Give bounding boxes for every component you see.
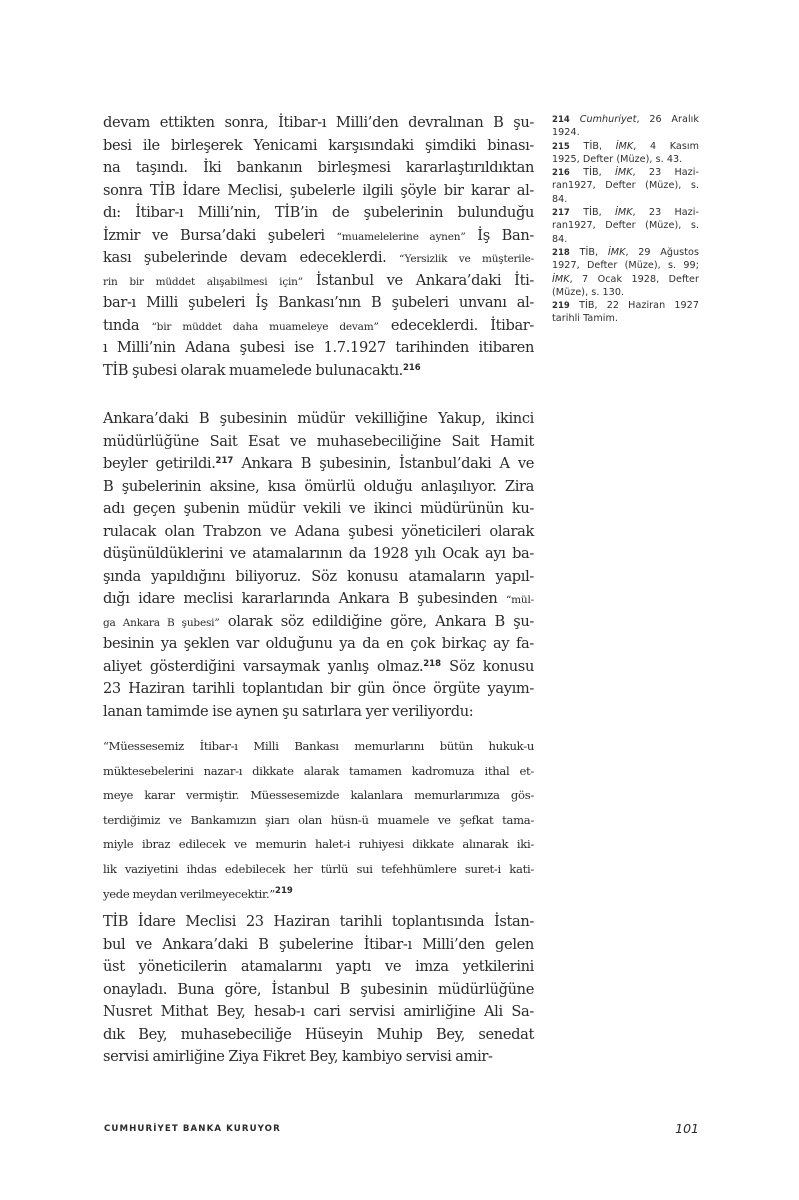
text-line: dık Bey, muhasebeciliğe Hüseyin Muhip Bey, senedat — [103, 1025, 534, 1043]
source-title: İMK — [614, 207, 633, 219]
text-line: üst yöneticilerin atamalarını yaptı ve imza yetkilerini — [103, 958, 534, 975]
footnote-line — [552, 179, 699, 192]
text-line — [103, 588, 534, 611]
source-title: İMK — [607, 246, 626, 258]
text-line — [103, 360, 534, 383]
text-line: ı Milli’nin Adana şubesi ise 1.7.1927 tarihinden itibaren — [103, 339, 534, 356]
text-line — [103, 225, 534, 248]
text-span: edeceklerdi. İtibar- — [378, 316, 535, 334]
text-line: besi ile birleşerek Yenicami karşısındaki şimdiki binası- — [103, 136, 534, 154]
text-line — [103, 882, 534, 907]
footnote-text: 84. — [552, 233, 568, 245]
footnote-line — [552, 286, 699, 299]
footnote-text: 1925, Defter (Müze), s. 43. — [552, 153, 683, 165]
footnote-number: 216 — [552, 168, 570, 179]
footnote-line — [552, 113, 699, 126]
source-title: Cumhuriyet — [579, 114, 637, 125]
footnote-number: 215 — [552, 141, 570, 152]
text-span: yede meydan verilmeyecektir.” — [103, 886, 276, 901]
text-line: meye karar vermiştir. Müessesemizde kalanlara memurlarımıza gös- — [103, 788, 534, 803]
text-line: müktesebelerini nazar-ı dikkate alarak tamamen kadromuza ithal et- — [103, 763, 534, 778]
text-line: rulacak olan Trabzon ve Adana şubesi yöneticileri olarak — [103, 522, 534, 540]
footnote-line — [552, 259, 699, 272]
text-line: lik vaziyetini ihdas edebilecek her türlü sui tefehhümlere suret-i kati- — [103, 861, 534, 876]
inline-quotation: “bir müddet daha muameleye devam” — [151, 320, 379, 333]
source-title: İMK — [552, 273, 570, 285]
footnote-line — [552, 166, 699, 179]
text-line: 23 Haziran tarihli toplantıdan bir gün önce örgüte yayım- — [103, 680, 534, 697]
footnote-line — [552, 299, 699, 312]
text-line — [103, 270, 534, 293]
footnote-line — [552, 219, 699, 232]
text-line: müdürlüğüne Sait Esat ve muhasebeciliğine Sait Hamit — [103, 432, 534, 450]
text-span: tında — [103, 316, 152, 334]
footnote-reference: 217 — [215, 456, 234, 466]
footnote-text: , 26 Aralık — [636, 114, 699, 125]
block-quote — [103, 734, 534, 906]
footnote-line — [552, 206, 699, 219]
text-line: na taşındı. İki bankanın birleşmesi kararlaştırıldıktan — [103, 159, 534, 176]
paragraph-2 — [103, 408, 534, 723]
footnote-line — [552, 193, 699, 206]
inline-quotation: “Yersizlik ve müşterile- — [399, 253, 534, 265]
footnote-reference: 216 — [402, 362, 421, 373]
footnote — [552, 113, 699, 140]
text-line: B şubelerinin aksine, kısa ömürlü olduğu anlaşılıyor. Zira — [103, 477, 534, 495]
text-line — [103, 315, 534, 338]
text-span: TİB şubesi olarak muamelede bulunacaktı. — [103, 361, 403, 379]
text-span: olarak söz edildiğine göre, Ankara B şu- — [219, 612, 535, 630]
footnote — [552, 140, 699, 167]
text-line — [103, 656, 534, 679]
footnote-text: 84. — [552, 193, 568, 205]
text-line: dı: İtibar-ı Milli’nin, TİB’in de şubelerinin bulunduğu — [103, 204, 534, 221]
text-span: Ankara B şubesinin, İstanbul’daki A ve — [233, 455, 534, 472]
text-line: bul ve Ankara’daki B şubelerine İtibar-ı Milli’den gelen — [103, 935, 534, 953]
text-line: Ankara’daki B şubesinin müdür vekilliğine Yakup, ikinci — [103, 410, 534, 427]
text-line — [103, 247, 534, 270]
footnote — [552, 299, 699, 326]
text-line — [103, 453, 534, 476]
page-number: 101 — [675, 1121, 699, 1136]
text-span: İş Ban- — [465, 226, 534, 244]
footnote-text: TİB, 22 Haziran 1927 — [579, 300, 699, 312]
footnote-text: , 23 Hazi- — [632, 167, 699, 179]
footnote-text: , 7 Ocak 1928, Defter — [569, 273, 699, 285]
text-line: lanan tamimde ise aynen şu satırlara yer veriliyordu: — [103, 702, 474, 720]
text-line: bar-ı Milli şubeleri İş Bankası’nın B şubeleri unvanı al- — [103, 294, 534, 311]
text-line: şında yapıldığını biliyoruz. Söz konusu atamaların yapıl- — [103, 567, 534, 585]
inline-quotation: ga Ankara B şubesi” — [103, 616, 220, 629]
text-line: TİB İdare Meclisi 23 Haziran tarihli toplantısında İstan- — [103, 913, 534, 930]
footnote-text: , 23 Hazi- — [632, 207, 699, 219]
footnote-text: 1924. — [552, 127, 580, 139]
paragraph-3 — [103, 911, 534, 1069]
text-line: sonra TİB İdare Meclisi, şubelerle ilgili şöyle bir karar al- — [103, 181, 534, 199]
footnote-text: TİB, — [579, 246, 608, 258]
footnote-text: ran1927, Defter (Müze), s. — [552, 220, 699, 232]
text-span: beyler getirildi. — [103, 455, 216, 472]
running-title: CUMHURİYET BANKA KURUYOR — [104, 1124, 281, 1134]
source-title: İMK — [615, 140, 634, 152]
footnote-number: 219 — [552, 301, 570, 312]
footnote-text: (Müze), s. 130. — [552, 286, 625, 298]
footnote-text: ran1927, Defter (Müze), s. — [552, 180, 699, 192]
text-line — [103, 611, 534, 634]
text-span: dığı idare meclisi kararlarında Ankara B şubesinden — [103, 590, 506, 607]
text-line: “Müessesemiz İtibar-ı Milli Bankası memurlarını bütün hukuk-u — [103, 739, 534, 753]
footnote — [552, 206, 699, 246]
footnote-text: , 29 Ağustos — [625, 246, 699, 258]
text-line: düşünüldüklerini ve atamalarının da 1928 yılı Ocak ayı ba- — [103, 545, 534, 562]
text-line: adı geçen şubenin müdür vekili ve ikinci müdürünün ku- — [103, 500, 534, 517]
text-span: aliyet gösterdiğini varsaymak yanlış olmaz. — [103, 657, 424, 675]
footnote-line — [552, 153, 699, 166]
footnote-number: 217 — [552, 208, 570, 219]
footnote — [552, 166, 699, 206]
text-line: servisi amirliğine Ziya Fikret Bey, kambiyo servisi amir- — [103, 1048, 493, 1065]
footnote-text: TİB, — [583, 140, 616, 152]
footnotes-column — [552, 113, 699, 326]
footnote-number: 218 — [552, 247, 570, 258]
footnote-line — [552, 312, 699, 325]
footnote-text: , 4 Kasım — [633, 140, 699, 152]
text-line: Nusret Mithat Bey, hesab-ı cari servisi amirliğine Ali Sa- — [103, 1003, 534, 1020]
footnote — [552, 246, 699, 299]
text-line: onayladı. Buna göre, İstanbul B şubesinin müdürlüğüne — [103, 980, 534, 998]
paragraph-1 — [103, 112, 534, 382]
footnote-number: 214 — [552, 115, 570, 125]
inline-quotation: rin bir müddet alışabilmesi için” — [103, 275, 303, 288]
footnote-line — [552, 126, 699, 139]
text-line: besinin ya şeklen var olduğunu ya da en çok birkaç ay fa- — [103, 635, 534, 652]
footnote-reference: 219 — [275, 885, 293, 896]
footnote-line — [552, 273, 699, 286]
source-title: İMK — [614, 167, 633, 179]
footnote-text: 1927, Defter (Müze), s. 99; — [552, 260, 699, 272]
footnote-text: TİB, — [583, 207, 615, 219]
footnote-text: TİB, — [583, 167, 615, 179]
text-line: miyle ibraz edilecek ve memurin halet-i ruhiyesi dikkate alınarak iki- — [103, 837, 534, 852]
inline-quotation: “muamelelerine aynen” — [336, 230, 466, 243]
text-span: Söz konusu — [441, 657, 534, 675]
text-span: İstanbul ve Ankara’daki İti- — [302, 271, 535, 289]
inline-quotation: “mül- — [506, 594, 534, 606]
footnote-line — [552, 233, 699, 246]
footnote-reference: 218 — [423, 658, 441, 669]
footnote-line — [552, 140, 699, 153]
text-line: devam ettikten sonra, İtibar-ı Milli’den devralınan B şu- — [103, 114, 534, 131]
text-line: terdiğimiz ve Bankamızın şiarı olan hüsn-ü muamele ve şefkat tama- — [103, 812, 534, 827]
text-span: İzmir ve Bursa’daki şubeleri — [103, 226, 337, 244]
text-span: kası şubelerinde devam edeceklerdi. — [103, 249, 400, 266]
footnote-line — [552, 246, 699, 259]
footnote-text: tarihli Tamim. — [552, 313, 618, 325]
